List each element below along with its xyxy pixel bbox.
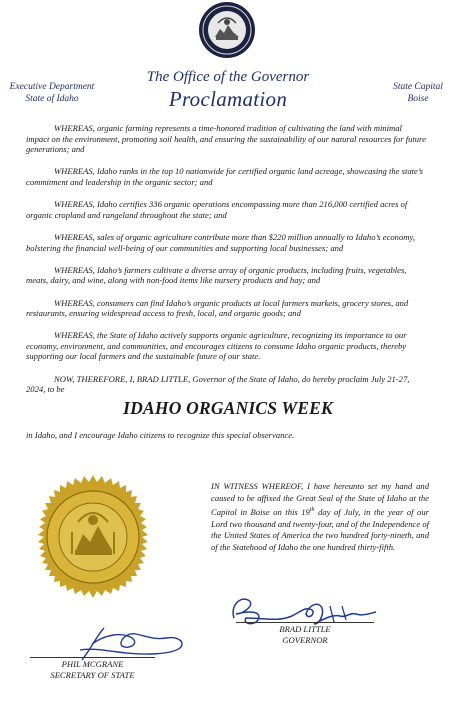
office-title: The Office of the Governor (146, 69, 310, 85)
gold-state-seal (28, 474, 158, 604)
now-therefore-paragraph: NOW, THEREFORE, I, BRAD LITTLE, Governor of the State of Idaho, do hereby proclaim July 21-27, 2024, to be (26, 373, 410, 395)
whereas-paragraph: WHEREAS, Idaho’s farmers cultivate a diverse array of organic products, including fruits, vegetables, meats, dairy, and wine, along with non-food items like nursery products and hay; and (26, 264, 407, 286)
whereas-paragraph: WHEREAS, consumers can find Idaho’s organic products at local farmers markets, grocery stores, and restaurants, ensuring widespread access to fresh, local, and organic goods; and (26, 297, 409, 319)
whereas-clauses (26, 123, 426, 406)
proclamation-heading: Proclamation (168, 87, 288, 111)
proclamation-title: IDAHO ORGANICS WEEK (123, 398, 333, 418)
encourage-text: in Idaho, and I encourage Idaho citizens to recognize this special observance. (26, 430, 295, 440)
whereas-paragraph: WHEREAS, sales of organic agriculture contribute more than $220 million annually to Idaho’s economy, bolstering the financial well-being of our communities and supporting local businesses; and (26, 231, 415, 253)
whereas-paragraph: WHEREAS, Idaho certifies 336 organic operations encompassing more than 216,000 certified acres of organic cropland and rangeland throughout the state; and (26, 199, 408, 220)
department-right: State Capital Boise (393, 82, 443, 104)
whereas-paragraph: WHEREAS, organic farming represents a time-honored tradition of cultivating the land with minimal impact on the environment, promoting soil health, and ensuring the sustainability of our natural resources for future generations; and (26, 123, 426, 155)
secretary-name-block: PHIL MCGRANE SECRETARY OF STATE (50, 659, 135, 680)
department-left: Executive Department State of Idaho (9, 82, 95, 104)
governor-name-block: BRAD LITTLE GOVERNOR (279, 624, 331, 645)
whereas-paragraph: WHEREAS, the State of Idaho actively supports organic agriculture, recognizing its importance to our economy, environment, and communities, and encourages citizens to consume Idaho organic products, thereby supporting our local farmers and the sustainable future of our state. (26, 330, 407, 362)
whereas-paragraph: WHEREAS, Idaho ranks in the top 10 nationwide for certified organic land acreage, showcasing the state’s commitment and leadership in the organic sector; and (26, 166, 423, 187)
witness-statement: IN WITNESS WHEREOF, I have hereunto set my hand and caused to be affixed the Great Seal of the State of Idaho at the Capitol in Boise on this 19th day of July, in the year of our Lord two thousand and twenty-four, and of the Independence of the United States of America the two hundred forty-nineth, and of the Statehood of Idaho the one hundred thirty-fifth. (211, 481, 429, 553)
governor-signature-line (236, 622, 374, 623)
secretary-signature-line (30, 657, 155, 658)
idaho-seal-emblem (198, 1, 256, 59)
